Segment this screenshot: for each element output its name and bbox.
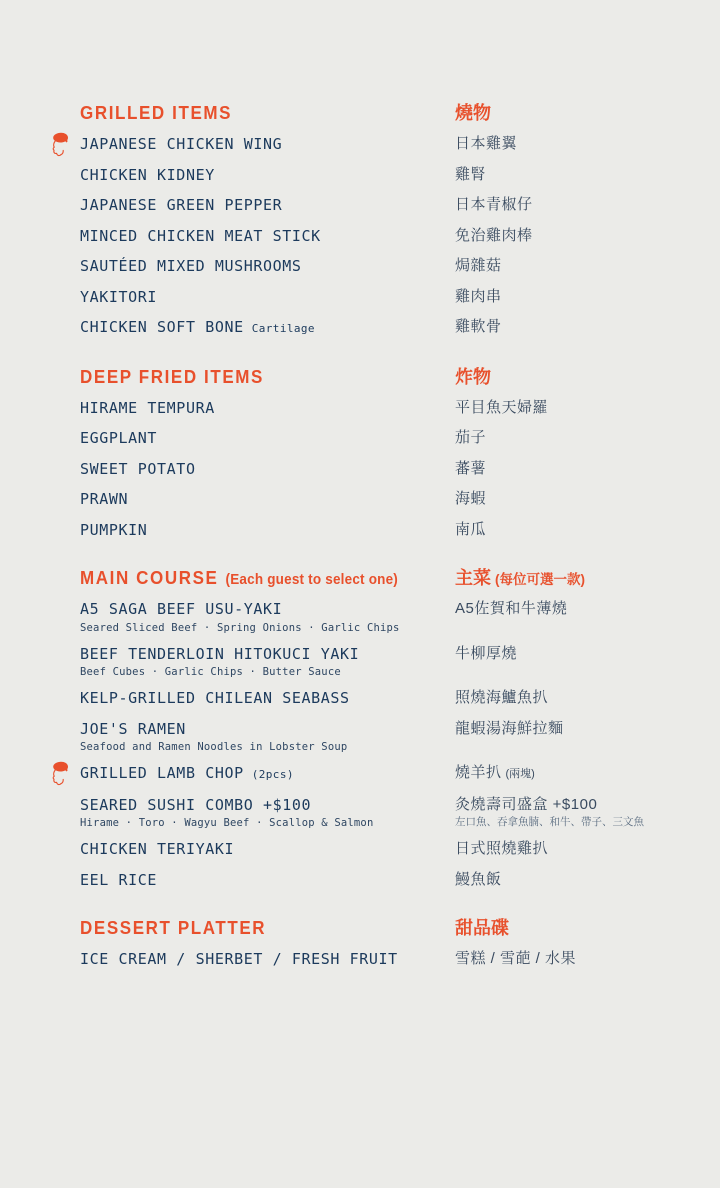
item-en-col <box>80 763 455 786</box>
item-name-line-zh <box>455 195 690 216</box>
item-name-zh: 平目魚天婦羅 <box>455 398 549 416</box>
item-en-col <box>80 644 455 680</box>
section-header-row <box>80 568 690 599</box>
item-name-zh: 雞軟骨 <box>455 318 502 335</box>
item-note-en: Cartilage <box>251 322 315 335</box>
item-en-col <box>80 134 455 156</box>
item-name-line <box>80 719 455 741</box>
item-name-line <box>80 195 455 217</box>
item-name-zh: 鰻魚飯 <box>455 870 502 888</box>
menu-item-row <box>80 489 690 511</box>
menu-item-row <box>80 428 690 450</box>
menu-item-row <box>80 398 690 420</box>
item-name-zh: 照燒海鱸魚扒 <box>455 689 549 706</box>
item-name-en: CHICKEN KIDNEY <box>80 165 215 184</box>
item-name-en: EGGPLANT <box>80 429 158 447</box>
item-name-zh: 雪糕 / 雪葩 / 水果 <box>455 950 577 967</box>
item-name-zh: 茄子 <box>455 429 487 446</box>
item-name-line-zh <box>455 165 690 186</box>
item-name-line <box>80 459 455 481</box>
item-en-col <box>80 688 455 710</box>
item-name-line-zh <box>455 287 690 308</box>
item-description-en: Hirame · Toro · Wagyu Beef · Scallop & Salmon <box>80 817 374 829</box>
section-title-en <box>80 103 455 124</box>
item-name-zh: 蕃薯 <box>455 459 487 477</box>
item-name-en: JAPANESE CHICKEN WING <box>80 135 283 153</box>
item-en-col <box>80 520 455 542</box>
item-name-line <box>80 287 455 309</box>
item-name-en: PRAWN <box>80 490 129 508</box>
item-name-line <box>80 165 455 187</box>
item-name-line-zh <box>455 644 690 665</box>
item-name-line-zh <box>455 599 690 620</box>
item-zh-col <box>455 870 690 891</box>
item-zh-col <box>455 520 690 541</box>
menu-section-main-course <box>80 568 690 891</box>
item-name-en: MINCED CHICKEN MEAT STICK <box>80 226 321 245</box>
item-en-col <box>80 839 455 861</box>
menu-item-row <box>80 839 690 861</box>
item-name-zh: 日本雞翼 <box>455 135 518 152</box>
item-name-en: CHICKEN SOFT BONE <box>80 318 244 336</box>
item-name-en: SWEET POTATO <box>80 459 196 478</box>
item-name-line <box>80 599 455 621</box>
item-name-zh: 龍蝦湯海鮮拉麵 <box>455 719 564 737</box>
item-description-en: Seared Sliced Beef · Spring Onions · Garlic Chips <box>80 621 400 634</box>
section-header-en-col <box>80 568 455 589</box>
item-zh-col <box>455 599 690 620</box>
item-name-line-zh <box>455 763 690 785</box>
item-name-en: BEEF TENDERLOIN HITOKUCI YAKI <box>80 644 360 663</box>
section-title-zh <box>455 568 690 590</box>
item-name-line-zh <box>455 719 690 740</box>
item-en-col <box>80 287 455 309</box>
item-name-zh: 雞腎 <box>455 165 487 183</box>
item-name-zh: 燒羊扒 <box>455 764 502 781</box>
item-zh-col <box>455 287 690 308</box>
section-title-en <box>80 568 455 590</box>
menu-item-row <box>80 165 690 187</box>
menu-item-row <box>80 688 690 710</box>
menu-item-row <box>80 459 690 481</box>
item-name-en: GRILLED LAMB CHOP <box>80 764 244 782</box>
item-description-en: Beef Cubes · Garlic Chips · Butter Sauce <box>80 666 341 678</box>
item-name-line <box>80 428 455 450</box>
item-description-zh: 左口魚、吞拿魚腩、和牛、帶子、三文魚 <box>455 816 644 828</box>
item-name-zh: 免治雞肉棒 <box>455 226 533 244</box>
item-en-col <box>80 459 455 481</box>
item-zh-col <box>455 688 690 709</box>
item-en-col <box>80 795 455 831</box>
item-name-line <box>80 256 455 278</box>
item-en-col <box>80 599 455 635</box>
item-name-line <box>80 949 455 971</box>
menu-item-row <box>80 520 690 542</box>
item-zh-col <box>455 763 690 785</box>
item-name-line <box>80 644 455 666</box>
menu-item-row <box>80 949 690 971</box>
item-name-en: ICE CREAM / SHERBET / FRESH FRUIT <box>80 950 398 968</box>
item-zh-col <box>455 719 690 740</box>
item-name-en: EEL RICE <box>80 870 158 889</box>
section-header-zh-col <box>455 103 690 123</box>
menu-section-deep-fried-items <box>80 367 690 542</box>
item-name-zh: 南瓜 <box>455 520 487 538</box>
item-name-line <box>80 398 455 420</box>
item-name-line-zh <box>455 226 690 247</box>
item-en-col <box>80 317 455 340</box>
menu-section-grilled-items <box>80 103 690 340</box>
item-name-line <box>80 134 455 156</box>
item-name-line-zh <box>455 795 690 816</box>
item-zh-col <box>455 226 690 247</box>
item-name-line-zh <box>455 317 690 338</box>
item-name-line <box>80 839 455 861</box>
menu-item-row <box>80 226 690 248</box>
item-zh-col <box>455 644 690 665</box>
section-title-zh <box>455 103 690 123</box>
section-title-en-text: GRILLED ITEMS <box>80 103 233 124</box>
item-name-en: PUMPKIN <box>80 520 148 539</box>
section-header-zh-col <box>455 568 690 590</box>
item-name-zh: 雞肉串 <box>455 287 502 305</box>
menu-item-row <box>80 795 690 831</box>
item-en-col <box>80 949 455 971</box>
item-name-zh: A5佐賀和牛薄燒 <box>455 600 568 617</box>
item-name-line <box>80 763 455 786</box>
item-zh-col <box>455 195 690 216</box>
item-zh-col <box>455 795 690 830</box>
item-name-line-zh <box>455 398 690 419</box>
section-header-row <box>80 918 690 949</box>
item-name-line <box>80 795 455 817</box>
item-note-zh: (兩塊) <box>505 768 535 780</box>
item-zh-col <box>455 839 690 860</box>
section-header-row <box>80 103 690 134</box>
item-name-en: KELP-GRILLED CHILEAN SEABASS <box>80 689 350 707</box>
item-name-en: YAKITORI <box>80 287 158 306</box>
item-zh-col <box>455 459 690 480</box>
item-name-line-zh <box>455 870 690 891</box>
menu-item-row <box>80 719 690 755</box>
section-title-en <box>80 367 455 388</box>
menu-item-row <box>80 317 690 340</box>
item-description-en: Seafood and Ramen Noodles in Lobster Soup <box>80 741 348 753</box>
item-name-line <box>80 688 455 710</box>
item-name-zh: 灸燒壽司盛盒 +$100 <box>455 795 598 813</box>
item-en-col <box>80 195 455 217</box>
menu-item-row <box>80 256 690 278</box>
item-name-line-zh <box>455 520 690 541</box>
section-header-en-col <box>80 918 455 938</box>
item-name-zh: 海蝦 <box>455 490 487 507</box>
item-zh-col <box>455 489 690 510</box>
item-name-zh: 日式照燒雞扒 <box>455 840 549 857</box>
item-name-en: JAPANESE GREEN PEPPER <box>80 196 283 214</box>
section-title-zh <box>455 367 690 387</box>
item-note-en: (2pcs) <box>251 768 294 781</box>
section-title-zh-text: 甜品碟 <box>455 918 509 938</box>
item-name-line <box>80 226 455 248</box>
item-name-en: SEARED SUSHI COMBO +$100 <box>80 795 312 814</box>
section-title-zh <box>455 918 690 938</box>
section-header-en-col <box>80 367 455 387</box>
item-name-line <box>80 489 455 511</box>
item-en-col <box>80 165 455 187</box>
item-name-line-zh <box>455 949 690 970</box>
item-name-en: HIRAME TEMPURA <box>80 398 215 417</box>
section-header-en-col <box>80 103 455 123</box>
item-name-line <box>80 870 455 892</box>
item-name-line-zh <box>455 256 690 277</box>
item-zh-col <box>455 949 690 970</box>
item-zh-col <box>455 317 690 338</box>
section-title-en-text: DEEP FRIED ITEMS <box>80 366 264 387</box>
section-title-zh-text: 燒物 <box>455 103 491 123</box>
menu-section-dessert-platter <box>80 918 690 971</box>
item-name-en: CHICKEN TERIYAKI <box>80 840 235 858</box>
menu-item-row <box>80 870 690 892</box>
menu-item-row <box>80 644 690 680</box>
item-name-line-zh <box>455 459 690 480</box>
section-header-zh-col <box>455 367 690 387</box>
item-name-en: JOE'S RAMEN <box>80 719 186 738</box>
item-zh-col <box>455 428 690 449</box>
item-zh-col <box>455 256 690 277</box>
section-header-zh-col <box>455 918 690 938</box>
item-en-col <box>80 870 455 892</box>
item-name-line <box>80 520 455 542</box>
item-name-line-zh <box>455 839 690 860</box>
section-title-en-note: (Each guest to select one) <box>225 571 398 588</box>
section-title-zh-text: 炸物 <box>455 366 491 387</box>
item-name-line <box>80 317 455 340</box>
section-title-en <box>80 918 455 939</box>
item-name-zh: 牛柳厚燒 <box>455 644 518 662</box>
item-name-en: SAUTÉED MIXED MUSHROOMS <box>80 257 302 275</box>
item-zh-col <box>455 398 690 419</box>
item-zh-col <box>455 165 690 186</box>
section-title-en-text: MAIN COURSE <box>80 568 219 589</box>
menu-item-row <box>80 195 690 217</box>
item-en-col <box>80 398 455 420</box>
item-en-col <box>80 719 455 755</box>
item-en-col <box>80 256 455 278</box>
item-name-en: A5 SAGA BEEF USU-YAKI <box>80 600 283 618</box>
item-en-col <box>80 226 455 248</box>
section-header-row <box>80 367 690 398</box>
item-en-col <box>80 428 455 450</box>
item-en-col <box>80 489 455 511</box>
joe-mascot-icon <box>47 759 71 787</box>
section-title-en-text: DESSERT PLATTER <box>80 918 267 939</box>
item-name-zh: 日本青椒仔 <box>455 196 533 213</box>
joe-mascot-icon <box>47 130 71 158</box>
item-name-line-zh <box>455 428 690 449</box>
menu-item-row <box>80 763 690 786</box>
menu-item-row <box>80 287 690 309</box>
section-title-zh-note: (每位可選一款) <box>495 572 585 587</box>
menu-item-row <box>80 134 690 156</box>
item-name-line-zh <box>455 688 690 709</box>
menu-item-row <box>80 599 690 635</box>
item-zh-col <box>455 134 690 155</box>
item-name-line-zh <box>455 134 690 155</box>
item-name-zh: 焗雜菇 <box>455 257 502 274</box>
item-name-line-zh <box>455 489 690 510</box>
section-title-zh-text: 主菜 <box>455 568 491 588</box>
